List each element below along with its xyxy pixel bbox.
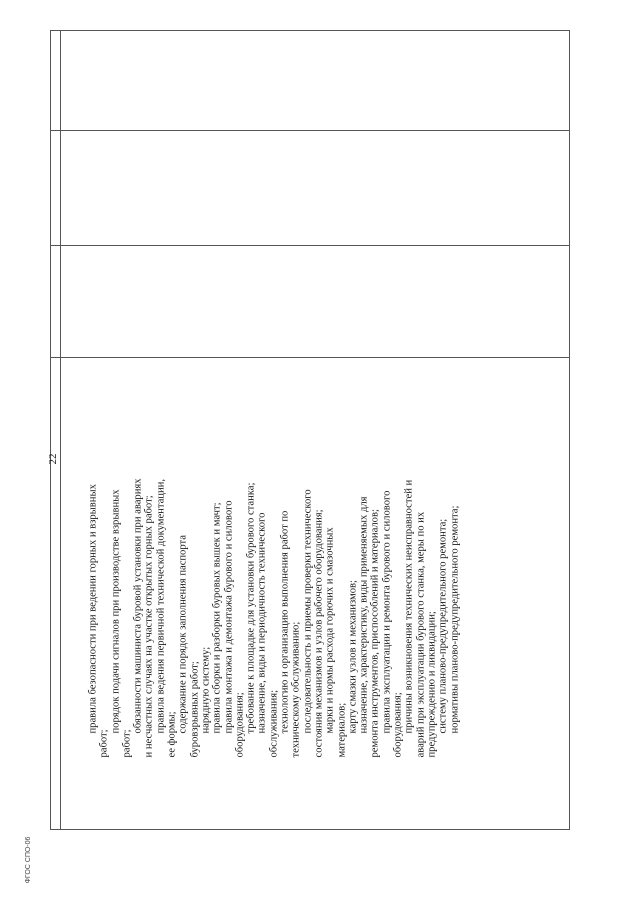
page-number: 22 — [47, 453, 59, 465]
text-line: техническому обслуживанию; — [290, 621, 302, 758]
text-line: правила ведения первичной технической документации, — [155, 479, 167, 734]
text-line: систему планово-предупредительного ремонта; — [437, 518, 449, 734]
text-line: назначение, характеристику, виды применяемых для — [358, 496, 370, 734]
text-line: ремонта инструментов, приспособлений и материалов; — [369, 509, 381, 758]
text-line: обслуживания; — [268, 689, 280, 758]
text-line: и несчастных случаях на участке открытых горных работ; — [143, 495, 155, 758]
text-line: технологию и организацию выполнения работ по — [279, 510, 291, 734]
text-line: правила безопасности при ведении горных и взрывных — [87, 484, 99, 734]
text-line: порядок подачи сигналов при производстве взрывных — [110, 489, 122, 734]
table-cell-content — [86, 432, 581, 762]
text-line: требование к площадке для установки бурового станка; — [245, 482, 257, 734]
text-line: работ; — [121, 729, 133, 758]
text-line: последовательность и приемы проверки технического — [302, 489, 314, 734]
text-line: оборудования; — [392, 692, 404, 758]
text-line: нормативы планово-предупредительного ремонта; — [449, 505, 460, 734]
text-line: карту смазки узлов и механизмов; — [347, 580, 359, 734]
text-line: содержание и порядок заполнения паспорта — [177, 535, 189, 734]
text-line: аварий при эксплуатации бурового станка, меры по их — [415, 511, 427, 758]
text-line: работ; — [98, 729, 110, 758]
text-line: ее формы; — [166, 711, 178, 758]
text-line: назначение, виды и периодичность технического — [256, 512, 268, 734]
text-line: нарядную систему; — [200, 646, 212, 734]
text-line: предупреждению и ликвидации; — [426, 611, 438, 758]
text-line: состояния механизмов и узлов рабочего оборудования; — [313, 509, 325, 758]
footer-label: ФГОС СПО-06 — [25, 836, 32, 884]
text-line: буровзрывных работ; — [189, 661, 201, 758]
competency-text — [86, 432, 581, 762]
text-line: правила эксплуатации и ремонта бурового и силового — [381, 490, 393, 734]
table-row-divider — [50, 130, 570, 131]
table-row-divider — [50, 245, 570, 246]
table-column-divider — [60, 30, 61, 830]
text-line: оборудования; — [234, 692, 246, 758]
text-line: правила сборки и разборки буровых вышек и мачт; — [211, 502, 223, 734]
text-line: обязанности машиниста буровой установки при авариях — [132, 478, 144, 734]
text-line: материалов; — [336, 702, 348, 758]
text-line: правила монтажа и демонтажа бурового и силового — [223, 500, 235, 734]
table-row-divider — [50, 357, 570, 358]
text-line: причины возникновения технических неисправностей и — [403, 479, 415, 734]
text-line: марки и нормы расхода горючих и смазочных — [324, 527, 336, 734]
